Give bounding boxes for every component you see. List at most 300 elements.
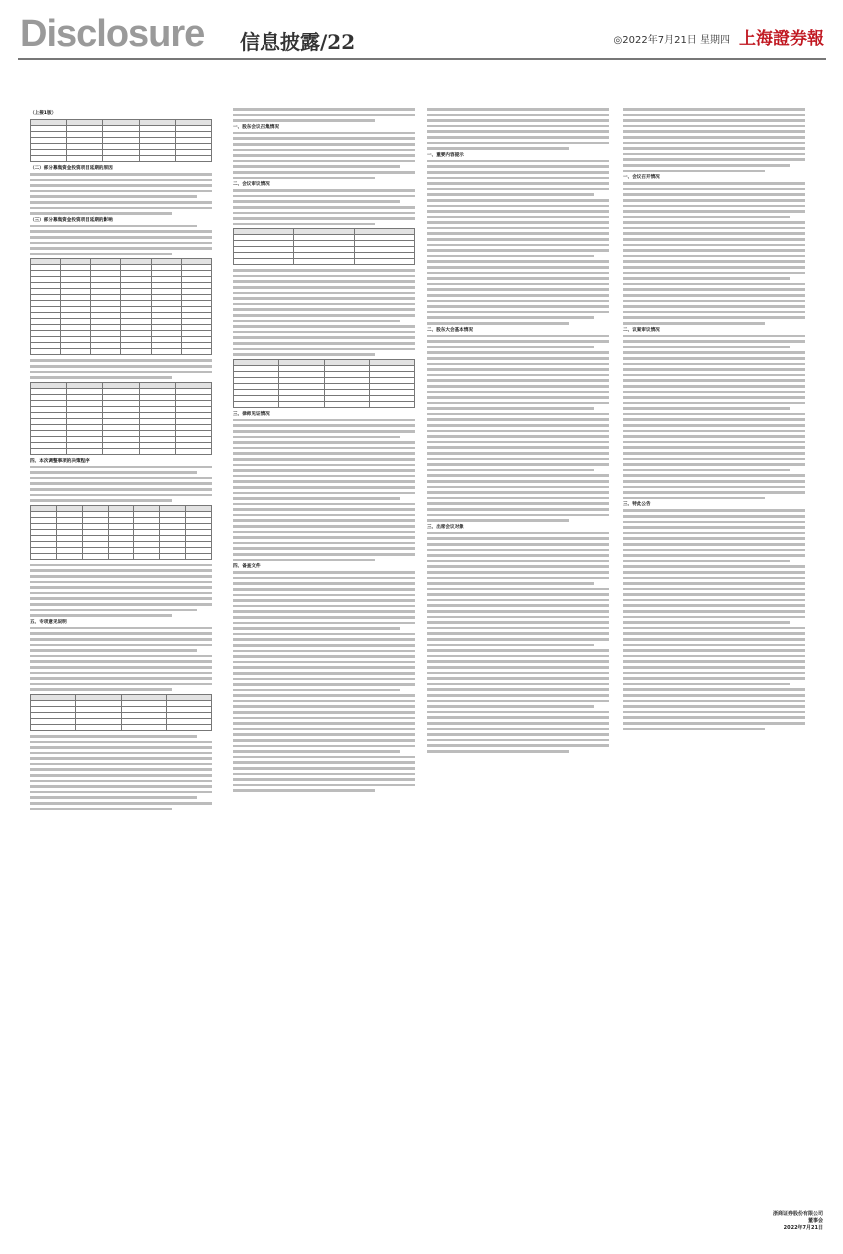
text-line <box>623 649 805 652</box>
table-cell <box>108 553 134 559</box>
text-line <box>30 212 172 215</box>
text-line <box>233 655 415 658</box>
text-line <box>30 627 212 630</box>
table-row <box>234 259 415 265</box>
text-line <box>30 780 212 783</box>
text-line <box>427 716 609 719</box>
text-line <box>623 469 790 472</box>
data-table <box>233 228 415 265</box>
text-line <box>233 469 415 472</box>
table-cell <box>31 724 76 730</box>
text-line <box>427 666 609 669</box>
text-line <box>623 413 805 416</box>
text-line <box>623 452 805 455</box>
text-line <box>427 469 594 472</box>
text-line <box>427 374 609 377</box>
text-line <box>30 741 212 744</box>
text-line <box>30 638 212 641</box>
text-line <box>30 564 212 567</box>
text-line <box>623 158 805 161</box>
text-line <box>623 418 805 421</box>
text-line <box>233 137 415 140</box>
text-line <box>427 418 609 421</box>
text-line <box>30 660 212 663</box>
text-line <box>623 244 805 247</box>
text-line <box>427 458 609 461</box>
text-line <box>623 604 805 607</box>
text-line <box>233 644 415 647</box>
text-line <box>623 379 805 382</box>
text-line <box>30 774 212 777</box>
text-line <box>30 195 197 198</box>
text-line <box>233 571 415 574</box>
text-line <box>427 125 609 128</box>
text-line <box>233 728 415 731</box>
table-cell <box>181 349 211 355</box>
section-heading: 二、会议审议情况 <box>233 182 270 188</box>
text-line <box>427 260 609 263</box>
text-line <box>427 435 609 438</box>
table-cell <box>121 724 166 730</box>
text-line <box>623 716 805 719</box>
text-line <box>233 143 415 146</box>
text-line <box>427 351 609 354</box>
table-cell <box>139 448 175 454</box>
text-line <box>30 359 212 362</box>
text-line <box>623 683 790 686</box>
text-line <box>427 593 609 596</box>
text-line <box>30 683 212 686</box>
text-line <box>427 114 609 117</box>
text-line <box>30 376 172 379</box>
text-line <box>623 497 765 500</box>
text-line <box>427 160 609 163</box>
text-line <box>30 477 212 480</box>
text-line <box>233 436 400 439</box>
table-cell <box>354 259 414 265</box>
table-cell <box>234 259 294 265</box>
text-line <box>30 655 212 658</box>
text-line <box>623 136 805 139</box>
text-line <box>233 610 415 613</box>
table-cell <box>166 724 211 730</box>
text-line <box>233 633 415 636</box>
text-line <box>233 689 400 692</box>
text-line <box>233 217 415 220</box>
text-line <box>427 537 609 540</box>
text-line <box>623 283 805 286</box>
column-1 <box>30 108 212 1226</box>
text-line <box>623 340 805 343</box>
text-line <box>233 508 415 511</box>
section-heading: 一、会议召开情况 <box>623 175 660 181</box>
data-table <box>30 258 212 355</box>
text-line <box>427 446 609 449</box>
text-line <box>233 108 415 111</box>
text-line <box>427 638 609 641</box>
text-line <box>233 154 415 157</box>
column-3 <box>427 108 609 1226</box>
text-line <box>623 458 805 461</box>
table-cell <box>31 349 61 355</box>
section-heading: 一、股东会议召集情况 <box>233 124 279 130</box>
text-line <box>30 581 212 584</box>
text-line <box>623 335 805 338</box>
text-line <box>427 171 609 174</box>
text-line <box>427 210 609 213</box>
table-cell <box>67 448 103 454</box>
text-line <box>427 660 609 663</box>
text-line <box>233 419 415 422</box>
data-table <box>30 505 212 560</box>
text-line <box>233 616 415 619</box>
text-line <box>427 644 594 647</box>
text-line <box>233 292 415 295</box>
text-line <box>623 655 805 658</box>
table-cell <box>121 349 151 355</box>
text-line <box>623 260 805 263</box>
text-line <box>30 592 212 595</box>
text-line <box>30 184 212 187</box>
text-line <box>427 480 609 483</box>
text-line <box>30 173 212 176</box>
text-line <box>427 571 609 574</box>
text-line <box>427 599 609 602</box>
text-line <box>427 677 609 680</box>
text-line <box>623 277 790 280</box>
text-line <box>427 249 609 252</box>
text-line <box>623 441 805 444</box>
text-line <box>623 705 805 708</box>
text-line <box>233 745 415 748</box>
text-line <box>623 480 805 483</box>
text-line <box>233 778 415 781</box>
text-line <box>233 119 375 122</box>
text-line <box>30 179 212 182</box>
text-line <box>427 266 609 269</box>
text-line <box>427 497 609 500</box>
masthead <box>18 10 826 60</box>
text-line <box>233 542 415 545</box>
text-line <box>427 311 609 314</box>
text-line <box>233 492 415 495</box>
text-line <box>623 582 805 585</box>
text-line <box>623 593 805 596</box>
text-line <box>623 216 790 219</box>
text-line <box>233 189 415 192</box>
text-line <box>233 342 415 345</box>
table-cell <box>134 553 160 559</box>
text-line <box>427 577 609 580</box>
text-line <box>427 238 609 241</box>
text-line <box>623 357 805 360</box>
text-line <box>427 627 609 630</box>
text-line <box>233 733 415 736</box>
text-line <box>233 514 415 517</box>
text-line <box>233 441 415 444</box>
text-line <box>623 672 805 675</box>
text-line <box>623 660 805 663</box>
text-line <box>233 160 415 163</box>
text-line <box>427 672 609 675</box>
text-line <box>427 532 609 535</box>
section-heading: 一、重要内容提示 <box>427 152 464 158</box>
table-row <box>31 448 212 454</box>
text-line <box>623 543 805 546</box>
company-name: 浙商证券股份有限公司 <box>772 1211 823 1217</box>
text-line <box>427 543 609 546</box>
text-line <box>427 255 594 258</box>
table-cell <box>160 553 186 559</box>
text-line <box>623 142 805 145</box>
text-line <box>623 288 805 291</box>
text-line <box>233 767 415 770</box>
issue-date: ◎2022年7月21日 星期四 <box>613 35 730 46</box>
text-line <box>427 283 609 286</box>
text-line <box>623 616 805 619</box>
text-line <box>623 351 805 354</box>
text-line <box>623 571 805 574</box>
table-row <box>31 349 212 355</box>
text-line <box>623 210 805 213</box>
text-line <box>623 232 805 235</box>
text-line <box>623 430 805 433</box>
table-cell <box>103 448 139 454</box>
text-line <box>623 515 805 518</box>
text-line <box>233 353 375 356</box>
text-line <box>30 614 172 617</box>
text-line <box>427 711 609 714</box>
text-line <box>427 335 609 338</box>
text-line <box>233 756 415 759</box>
text-line <box>623 537 805 540</box>
section-heading: 四、备查文件 <box>233 564 261 570</box>
text-line <box>427 130 609 133</box>
table-cell <box>279 401 324 407</box>
text-line <box>233 582 415 585</box>
text-line <box>427 232 609 235</box>
text-line <box>233 700 415 703</box>
table-cell <box>103 156 139 162</box>
text-line <box>30 802 212 805</box>
text-line <box>233 694 415 697</box>
text-line <box>427 227 609 230</box>
text-line <box>233 650 415 653</box>
text-line <box>30 225 197 228</box>
text-line <box>623 491 805 494</box>
text-line <box>30 609 197 612</box>
text-line <box>427 700 609 703</box>
text-line <box>427 363 609 366</box>
text-line <box>623 346 790 349</box>
text-line <box>427 514 609 517</box>
table-cell <box>31 448 67 454</box>
text-line <box>233 348 415 351</box>
section-heading: （上接1版） <box>30 111 57 116</box>
text-line <box>30 752 212 755</box>
text-line <box>623 396 805 399</box>
brand-logo: Disclosure <box>20 13 205 55</box>
section-heading: （二）部分募集资金投资项目延期的原因 <box>30 166 113 171</box>
text-line <box>233 177 375 180</box>
text-line <box>233 683 415 686</box>
text-line <box>427 554 609 557</box>
text-line <box>623 305 805 308</box>
text-line <box>233 195 415 198</box>
text-line <box>623 509 805 512</box>
text-line <box>427 508 609 511</box>
text-line <box>427 244 609 247</box>
text-line <box>623 108 805 111</box>
text-line <box>623 114 805 117</box>
text-line <box>427 147 569 150</box>
text-line <box>233 536 415 539</box>
data-table <box>30 382 212 455</box>
text-line <box>233 464 415 467</box>
text-line <box>233 480 415 483</box>
text-line <box>30 808 172 811</box>
text-line <box>427 177 609 180</box>
text-line <box>623 728 765 731</box>
text-line <box>30 499 172 502</box>
text-line <box>427 205 609 208</box>
section-heading: 三、出席会议对象 <box>427 524 464 530</box>
text-line <box>233 605 415 608</box>
text-line <box>623 238 805 241</box>
text-line <box>233 206 415 209</box>
text-line <box>233 223 375 226</box>
text-line <box>427 502 609 505</box>
text-line <box>427 430 609 433</box>
text-line <box>30 735 197 738</box>
text-line <box>427 588 609 591</box>
text-line <box>30 466 212 469</box>
text-line <box>30 247 212 250</box>
text-line <box>623 368 805 371</box>
text-line <box>427 305 609 308</box>
text-line <box>427 272 609 275</box>
text-line <box>233 424 415 427</box>
text-line <box>233 761 415 764</box>
text-line <box>233 678 415 681</box>
text-line <box>30 768 212 771</box>
text-line <box>233 303 415 306</box>
text-line <box>30 190 212 193</box>
table-cell <box>369 401 414 407</box>
text-line <box>30 365 212 368</box>
text-line <box>623 249 805 252</box>
text-line <box>30 488 212 491</box>
text-line <box>233 308 415 311</box>
text-line <box>623 621 790 624</box>
text-line <box>623 272 805 275</box>
table-row <box>31 724 212 730</box>
data-table <box>30 119 212 162</box>
text-line <box>623 588 805 591</box>
text-line <box>427 452 609 455</box>
text-line <box>427 683 609 686</box>
text-line <box>427 655 609 658</box>
text-line <box>30 201 212 204</box>
text-line <box>427 733 609 736</box>
table-cell <box>151 349 181 355</box>
text-line <box>30 586 212 589</box>
text-line <box>30 785 212 788</box>
text-line <box>233 314 415 317</box>
text-line <box>427 357 609 360</box>
text-line <box>30 482 212 485</box>
text-line <box>427 199 609 202</box>
text-line <box>233 331 415 334</box>
text-line <box>623 205 805 208</box>
text-line <box>623 391 805 394</box>
text-line <box>427 604 609 607</box>
text-line <box>233 588 415 591</box>
text-line <box>623 638 805 641</box>
text-line <box>233 577 415 580</box>
text-line <box>30 371 212 374</box>
text-line <box>623 316 805 319</box>
section-heading: （三）部分募集资金投资项目延期的影响 <box>30 217 113 223</box>
text-line <box>427 294 609 297</box>
board-name: 董事会 <box>807 1218 823 1224</box>
text-line <box>623 363 805 366</box>
text-line <box>427 474 609 477</box>
text-line <box>233 430 415 433</box>
text-line <box>623 255 805 258</box>
text-line <box>623 294 805 297</box>
table-cell <box>294 259 354 265</box>
text-line <box>623 322 765 325</box>
text-line <box>427 519 569 522</box>
text-line <box>623 610 805 613</box>
text-line <box>30 757 212 760</box>
text-line <box>427 288 609 291</box>
text-line <box>623 130 805 133</box>
text-line <box>427 391 609 394</box>
text-line <box>623 521 805 524</box>
text-line <box>623 385 805 388</box>
text-line <box>427 688 609 691</box>
table-cell <box>76 724 121 730</box>
text-line <box>233 547 415 550</box>
table-cell <box>234 401 279 407</box>
text-line <box>427 424 609 427</box>
text-line <box>233 269 415 272</box>
text-line <box>427 346 594 349</box>
text-line <box>30 242 212 245</box>
text-line <box>427 739 609 742</box>
table-cell <box>175 156 211 162</box>
text-line <box>623 424 805 427</box>
text-line <box>427 379 609 382</box>
text-line <box>427 221 609 224</box>
table-cell <box>324 401 369 407</box>
text-line <box>427 385 609 388</box>
text-line <box>623 153 805 156</box>
text-line <box>233 531 415 534</box>
text-line <box>623 193 805 196</box>
table-cell <box>82 553 108 559</box>
text-line <box>427 300 609 303</box>
text-line <box>623 677 805 680</box>
text-line <box>30 688 172 691</box>
text-line <box>30 471 197 474</box>
section-heading: 三、特此公告 <box>623 502 651 508</box>
text-line <box>623 532 805 535</box>
text-line <box>427 705 594 708</box>
text-line <box>233 599 415 602</box>
